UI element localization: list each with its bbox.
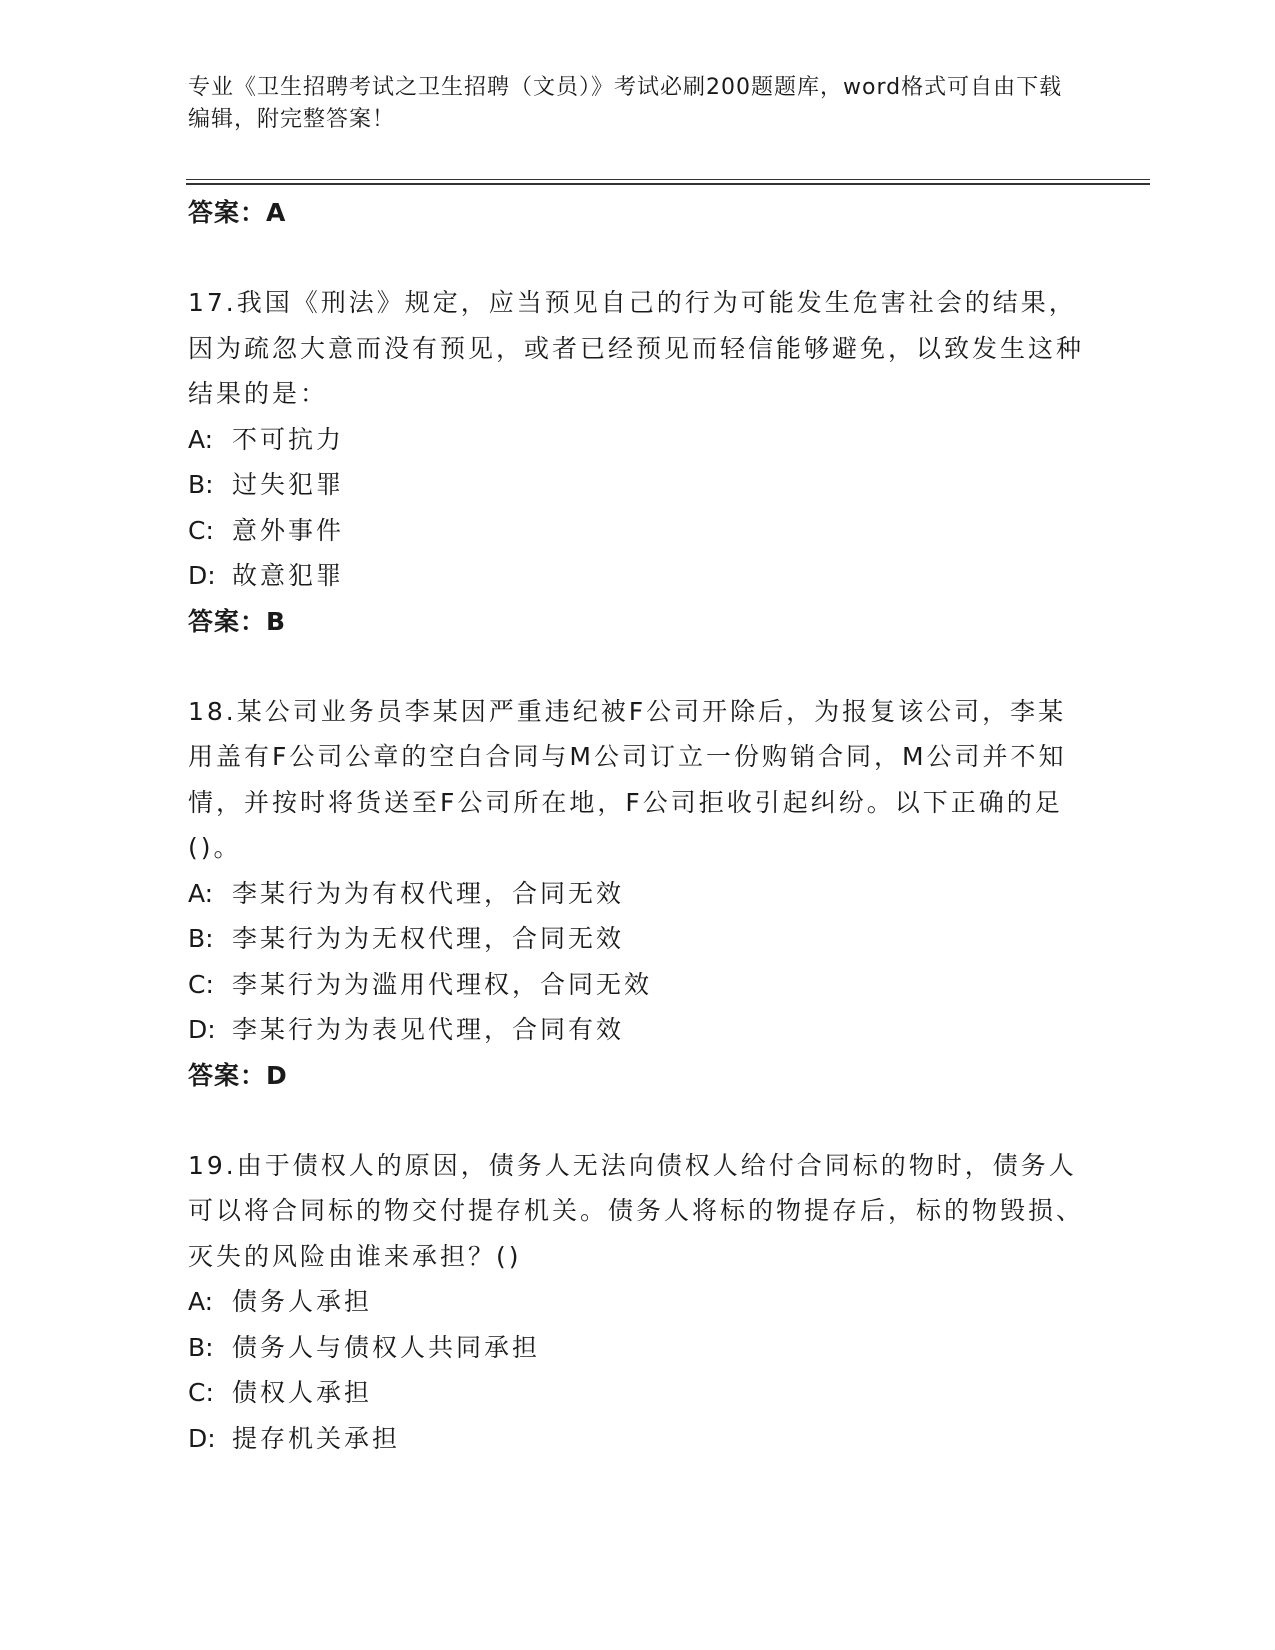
spacer [188, 236, 1088, 280]
answer-q18: 答案：D [188, 1060, 288, 1090]
option-letter: C: [188, 1378, 214, 1407]
option-letter: B: [188, 470, 214, 499]
option-letter: D: [188, 1015, 216, 1044]
option-text: 李某行为为滥用代理权，合同无效 [232, 969, 653, 999]
spacer [188, 1099, 1088, 1143]
option-c [188, 508, 1088, 554]
header-rule-thick [186, 183, 1150, 185]
option-b [188, 916, 1088, 962]
option-text: 债权人承担 [232, 1378, 373, 1407]
option-letter: A: [188, 878, 214, 908]
option-letter: C: [188, 969, 214, 999]
document-body [188, 190, 1088, 1461]
option-a [188, 417, 1088, 463]
option-text: 李某行为为表见代理，合同有效 [232, 1015, 625, 1044]
option-text: 李某行为为有权代理，合同无效 [232, 878, 625, 908]
option-letter: D: [188, 561, 216, 590]
option-text: 提存机关承担 [232, 1423, 401, 1453]
option-text: 意外事件 [232, 515, 345, 545]
option-letter: D: [188, 1423, 216, 1453]
option-d [188, 553, 1088, 599]
option-b [188, 1325, 1088, 1371]
option-letter: C: [188, 515, 214, 545]
document-header: 专业《卫生招聘考试之卫生招聘（文员）》考试必刷200题题库，word格式可自由下载编辑，附完整答案！ [188, 75, 1063, 132]
option-letter: B: [188, 924, 214, 953]
option-text: 债务人承担 [232, 1287, 373, 1316]
answer-q17: 答案：B [188, 606, 287, 636]
option-text: 不可抗力 [232, 424, 345, 454]
question-stem: 18.某公司业务员李某因严重违纪被F公司开除后，为报复该公司，李某用盖有F公司公章的空白合同与M公司订立一份购销合同，M公司并不知情，并按时将货送至F公司所在地，F公司拒收引起纠纷。以下正确的足()。 [188, 696, 1067, 862]
option-b [188, 462, 1088, 508]
question-18 [188, 689, 1088, 1053]
spacer [188, 645, 1088, 689]
question-stem: 19.由于债权人的原因，债务人无法向债权人给付合同标的物时，债务人可以将合同标的物交付提存机关。债务人将标的物提存后，标的物毁损、灭失的风险由谁来承担？() [188, 1150, 1085, 1271]
header-rule-thin [186, 179, 1150, 180]
option-d [188, 1416, 1088, 1462]
option-text: 债务人与债权人共同承担 [232, 1332, 541, 1362]
option-text: 故意犯罪 [232, 561, 345, 590]
option-letter: A: [188, 424, 214, 454]
question-stem: 17.我国《刑法》规定，应当预见自己的行为可能发生危害社会的结果，因为疏忽大意而没有预见，或者已经预见而轻信能够避免，以致发生这种结果的是： [188, 288, 1085, 408]
answer-q16: 答案：A [188, 198, 287, 227]
option-text: 李某行为为无权代理，合同无效 [232, 924, 625, 953]
option-c [188, 962, 1088, 1008]
option-d [188, 1007, 1088, 1053]
question-19 [188, 1143, 1088, 1462]
option-c [188, 1370, 1088, 1416]
option-letter: B: [188, 1332, 214, 1362]
option-a [188, 1279, 1088, 1325]
question-17 [188, 280, 1088, 599]
option-a [188, 871, 1088, 917]
option-text: 过失犯罪 [232, 470, 345, 499]
option-letter: A: [188, 1287, 214, 1316]
